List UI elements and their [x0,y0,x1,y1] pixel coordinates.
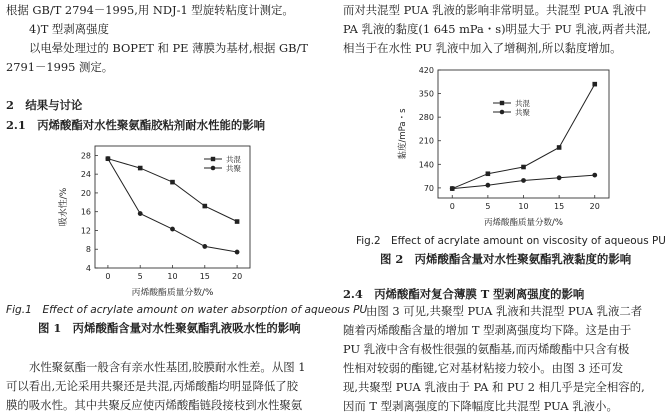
left-text-line-1: 根据 GB/T 2794－1995,用 NDJ-1 型旋转粘度计测定。 [6,3,294,17]
legend-label-0: 共混 [515,99,530,108]
x-tick-label-2: 10 [167,272,178,281]
right-body-line-3: PU 乳液中含有极性很强的氨酯基,而丙烯酸酯中只含有极 [343,342,630,356]
fig1-caption-cn: 图 1 丙烯酸酯含量对水性聚氨酯乳液吸水性的影响 [38,321,301,335]
left-body-line-1: 水性聚氨酯一般含有亲水性基团,胶膜耐水性差。从图 1 [29,360,306,374]
y-axis-label: 黏度/mPa・s [398,108,408,160]
right-body-line-2: 随着丙烯酸酯含量的增加 T 型剥离强度均下降。这是由于 [343,323,632,337]
y-tick-label-3: 280 [418,113,434,123]
y-tick-label-0: 4 [85,264,91,273]
figure-1-chart [0,136,330,301]
right-body-line-5: 现,共聚型 PUA 乳液由于 PA 和 PU 2 相几乎是完全相容的, [343,380,645,394]
x-tick-label-2: 10 [518,202,529,211]
section-heading: 2 结果与讨论 [6,98,83,112]
x-axis-label: 丙烯酸酯质量分数/% [131,288,214,298]
fig2-caption-cn: 图 2 丙烯酸酯含量对水性聚氨酯乳液黏度的影响 [380,252,632,266]
x-tick-label-4: 20 [231,272,243,281]
y-tick-label-3: 16 [80,207,91,217]
legend-label-1: 共聚 [226,164,241,173]
legend-marker-0 [211,157,215,161]
y-tick-label-4: 350 [418,89,434,99]
series-0-point-3 [202,204,207,209]
series-1-point-2 [521,178,526,183]
y-tick-label-1: 140 [418,160,434,170]
left-text-line-2: 4)T 型剥离强度 [29,22,109,36]
x-tick-label-0: 0 [449,202,455,211]
x-tick-label-4: 20 [589,202,600,211]
left-text-line-4: 2791－1995 测定。 [6,60,114,74]
right-text-line-2: PA 乳液的黏度(1 645 mPa・s)明显大于 PU 乳液,两者共混, [343,22,651,36]
right-text-line-1: 而对共混型 PUA 乳液的影响非常明显。共混型 PUA 乳液中 [343,3,647,17]
series-0-point-2 [521,165,526,170]
y-tick-label-2: 12 [80,226,91,236]
y-tick-label-5: 24 [80,170,91,180]
fig2-caption-en: Fig.2 Effect of acrylate amount on viscosity of aqueous PU [356,235,666,247]
legend-marker-1 [211,166,216,171]
left-body-line-2: 可以看出,无论采用共聚还是共混,丙烯酸酯均明显降低了胶 [6,379,299,393]
x-axis-label: 丙烯酸酯质量分数/% [484,218,563,228]
left-body-line-3: 膜的吸水性。其中共聚反应使丙烯酸酯链段接枝到水性聚氨 [6,398,303,412]
x-tick-label-3: 15 [554,202,565,211]
series-1-point-1 [485,183,490,188]
series-1-point-3 [557,175,562,180]
series-0-point-1 [138,166,143,171]
series-1-point-2 [170,227,175,232]
y-tick-label-4: 20 [80,188,91,198]
fig1-caption-en: Fig.1 Effect of acrylate amount on water absorption of aqueous PU [6,304,368,316]
series-0-point-2 [170,180,175,185]
subsection-heading-2-1: 2.1 丙烯酸酯对水性聚氨酯胶粘剂耐水性能的影响 [6,118,266,132]
y-axis-label: 吸水性/% [59,187,69,227]
left-text-line-3: 以电晕处理过的 BOPET 和 PE 薄膜为基材,根据 GB/T [29,41,308,55]
series-0-point-3 [557,145,562,150]
legend-label-1: 共聚 [515,108,530,117]
figure-2-chart [345,60,665,232]
series-1-point-0 [450,186,455,191]
x-tick-label-3: 15 [199,272,210,281]
legend-marker-1 [500,110,505,115]
right-body-line-1: 由图 3 可见,共聚型 PUA 乳液和共混型 PUA 乳液二者 [366,304,643,318]
legend-marker-0 [500,101,504,105]
y-tick-label-6: 28 [80,151,91,161]
series-line-1 [108,159,237,252]
right-text-line-3: 相当于在水性 PU 乳液中加入了增稠剂,所以黏度增加。 [343,41,622,55]
series-0-point-4 [235,219,240,224]
x-tick-label-1: 5 [137,272,143,281]
series-1-point-3 [202,244,207,249]
series-1-point-1 [138,211,143,216]
series-0-point-4 [592,82,597,87]
right-body-line-6: 因而 T 型剥离强度的下降幅度比共混型 PUA 乳液小。 [343,399,618,413]
y-tick-label-2: 210 [418,136,434,146]
x-tick-label-1: 5 [485,202,491,211]
right-body-line-4: 性相对较弱的酯键,它对基材粘接力较小。由图 3 还可发 [343,361,624,375]
x-tick-label-0: 0 [105,272,111,281]
series-1-point-0 [106,156,111,161]
y-tick-label-0: 70 [423,183,434,193]
subsection-heading-2-4: 2.4 丙烯酸酯对复合薄膜 T 型剥离强度的影响 [343,287,585,301]
y-tick-label-1: 8 [85,245,91,255]
y-tick-label-5: 420 [418,66,434,75]
legend-label-0: 共混 [226,155,241,164]
series-1-point-4 [235,250,240,255]
series-0-point-1 [486,171,491,176]
series-1-point-4 [592,173,597,178]
